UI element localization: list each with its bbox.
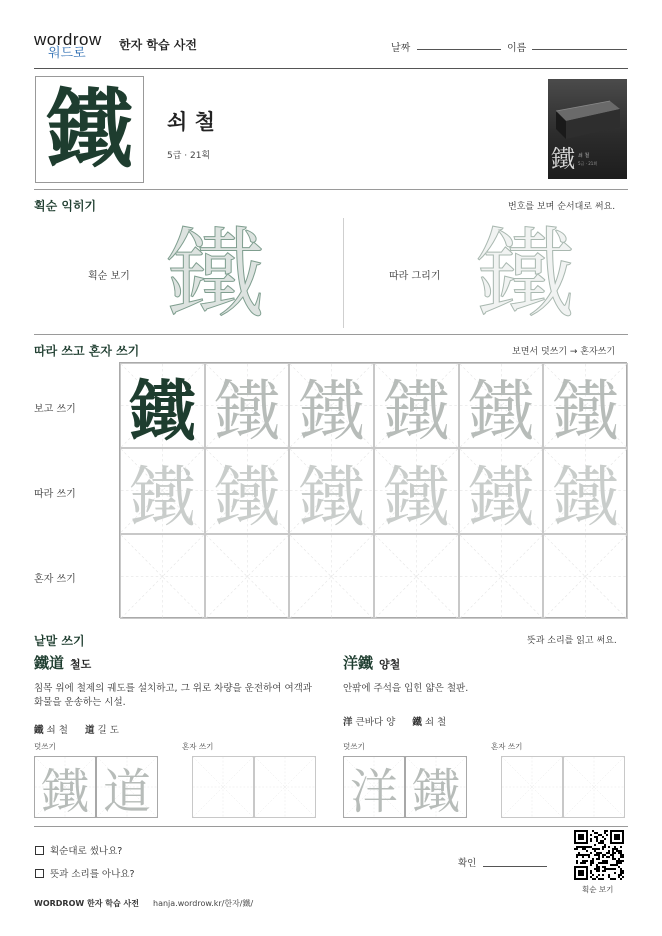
date-field[interactable] (417, 49, 501, 50)
grid-cell-trace-3[interactable] (289, 448, 374, 533)
word-1-free-label: 혼자 쓰기 (182, 742, 214, 751)
word-2-reading: 양철 (379, 658, 401, 671)
confirm-label: 확인 (458, 858, 477, 869)
row-label-trace: 따라 쓰기 (34, 489, 76, 500)
checklist-item-1-label: 획순대로 썼나요? (50, 846, 123, 857)
word-2-free-label: 혼자 쓰기 (491, 742, 523, 751)
word-1-part-1-meaning: 쇠 철 (46, 725, 68, 736)
checkbox-2[interactable] (35, 869, 44, 878)
hero-character-box (35, 76, 144, 183)
writing-section-title: 따라 쓰고 혼자 쓰기 (34, 344, 140, 358)
stroke-section-note: 번호를 보며 순서대로 써요. (508, 202, 616, 212)
practice-grid (119, 362, 627, 618)
grid-cell-free-4[interactable] (374, 534, 459, 619)
grid-cell-view-5[interactable] (459, 363, 544, 448)
row-label-view: 보고 쓰기 (34, 404, 76, 415)
stroke-column-divider (343, 218, 344, 328)
hero-meaning-sound: 쇠 철 (167, 110, 215, 134)
page-title: 한자 학습 사전 (119, 38, 197, 52)
word-2-definition: 안팎에 주석을 입힌 얇은 철판. (343, 683, 469, 694)
grid-char: 鐵 (213, 373, 280, 449)
grid-char: 鐵 (298, 458, 365, 534)
word-trace-char: 道 (102, 763, 151, 818)
row-label-free: 혼자 쓰기 (34, 574, 76, 585)
footer-brand: WORDROW 한자 학습 사전 (34, 899, 139, 908)
hero-grade-strokes: 5급 · 21획 (167, 151, 211, 161)
photo-caption-small: 5급 · 21획 (578, 161, 598, 166)
grid-char: 鐵 (467, 458, 534, 534)
word-1-free-cell-2[interactable] (254, 756, 316, 818)
stroke-trace-char: 鐵 (475, 218, 574, 332)
stroke-divider (34, 334, 628, 335)
grid-char: 鐵 (213, 458, 280, 534)
checklist-item-2-label: 뜻과 소리를 아나요? (50, 869, 135, 880)
grid-cell-view-2[interactable] (205, 363, 290, 448)
word-2-trace-label: 덧쓰기 (343, 742, 365, 751)
footer-url[interactable]: hanja.wordrow.kr/한자/鐵/ (153, 899, 254, 908)
grid-cell-free-3[interactable] (289, 534, 374, 619)
grid-cell-view-6[interactable] (543, 363, 628, 448)
photo-caption-meaning: 쇠 철 (578, 153, 590, 159)
stroke-trace-figure[interactable] (470, 220, 580, 330)
word-1-hanja: 鐵道 (34, 654, 65, 672)
hero-photo (548, 79, 627, 179)
word-trace-char: 鐵 (411, 763, 460, 818)
header-divider (34, 68, 628, 69)
writing-section-note: 보면서 덧쓰기 → 혼자쓰기 (512, 347, 616, 357)
checklist-item-1[interactable] (35, 843, 122, 857)
grid-cell-trace-6[interactable] (543, 448, 628, 533)
grid-char: 鐵 (129, 372, 196, 449)
grid-cell-free-2[interactable] (205, 534, 290, 619)
stroke-section-title: 획순 익히기 (34, 199, 97, 213)
grid-cell-trace-5[interactable] (459, 448, 544, 533)
word-1-part-2-meaning: 길 도 (97, 725, 119, 736)
grid-char: 鐵 (467, 373, 534, 449)
word-2-hanja: 洋鐵 (343, 654, 374, 672)
word-2-part-1-meaning: 큰바다 양 (355, 717, 396, 728)
checkbox-1[interactable] (35, 846, 44, 855)
logo-wordmark: wordrow (34, 30, 102, 49)
hero-character: 鐵 (46, 78, 133, 180)
stroke-trace-label: 따라 그리기 (389, 271, 441, 282)
word-2-part-1-char: 洋 (343, 717, 353, 728)
word-1-part-1-char: 鐵 (34, 725, 44, 736)
word-1-part-2-char: 道 (84, 725, 95, 736)
qr-code-icon (574, 830, 624, 880)
word-2-free-cell-2[interactable] (563, 756, 625, 818)
words-divider (34, 826, 628, 827)
logo-korean: 워드로 (48, 45, 86, 60)
word-1-trace-cell-2[interactable] (96, 756, 158, 818)
stroke-view-figure (160, 220, 270, 330)
word-2-part-2-char: 鐵 (412, 717, 422, 728)
checklist-item-2[interactable] (35, 866, 135, 880)
word-trace-char: 鐵 (40, 763, 89, 818)
word-1-definition: 침목 위에 철제의 궤도를 설치하고, 그 위로 차량을 운전하여 여객과 화물을 운송하는 시설. (34, 683, 312, 708)
logo (34, 31, 114, 65)
grid-cell-view-3[interactable] (289, 363, 374, 448)
grid-char: 鐵 (383, 458, 450, 534)
grid-char: 鐵 (552, 458, 619, 534)
word-1-trace-label: 덧쓰기 (34, 742, 56, 751)
word-2-trace-cell-1[interactable] (343, 756, 405, 818)
words-section-title: 낱말 쓰기 (34, 634, 85, 648)
grid-cell-trace-4[interactable] (374, 448, 459, 533)
grid-cell-free-6[interactable] (543, 534, 628, 619)
grid-cell-trace-2[interactable] (205, 448, 290, 533)
word-2-part-2-meaning: 쇠 철 (424, 717, 447, 728)
date-label: 날짜 (391, 43, 411, 54)
grid-char: 鐵 (552, 373, 619, 449)
grid-cell-trace-1[interactable] (120, 448, 205, 533)
grid-char: 鐵 (129, 458, 196, 534)
qr-caption: 획순 보기 (582, 885, 614, 894)
stroke-view-label: 획순 보기 (88, 271, 130, 282)
grid-char: 鐵 (383, 373, 450, 449)
grid-cell-view-4[interactable] (374, 363, 459, 448)
stroke-view-char: 鐵 (165, 218, 264, 332)
word-1-reading: 철도 (70, 658, 92, 671)
name-label: 이름 (507, 43, 527, 54)
qr-code[interactable] (574, 830, 624, 880)
grid-cell-free-1[interactable] (120, 534, 205, 619)
word-1-trace-cell-1[interactable] (34, 756, 96, 818)
photo-caption-char: 鐵 (551, 145, 575, 173)
word-1-free-cell-1[interactable] (192, 756, 254, 818)
name-field[interactable] (532, 49, 627, 50)
grid-cell-view-1 (120, 363, 205, 448)
words-section-note: 뜻과 소리를 읽고 써요. (527, 636, 617, 646)
word-trace-char: 洋 (349, 763, 398, 818)
grid-cell-free-5[interactable] (459, 534, 544, 619)
word-2-free-cell-1[interactable] (501, 756, 563, 818)
confirm-field[interactable] (483, 866, 547, 867)
word-2-trace-cell-2[interactable] (405, 756, 467, 818)
grid-char: 鐵 (298, 373, 365, 449)
hero-divider (34, 189, 628, 190)
